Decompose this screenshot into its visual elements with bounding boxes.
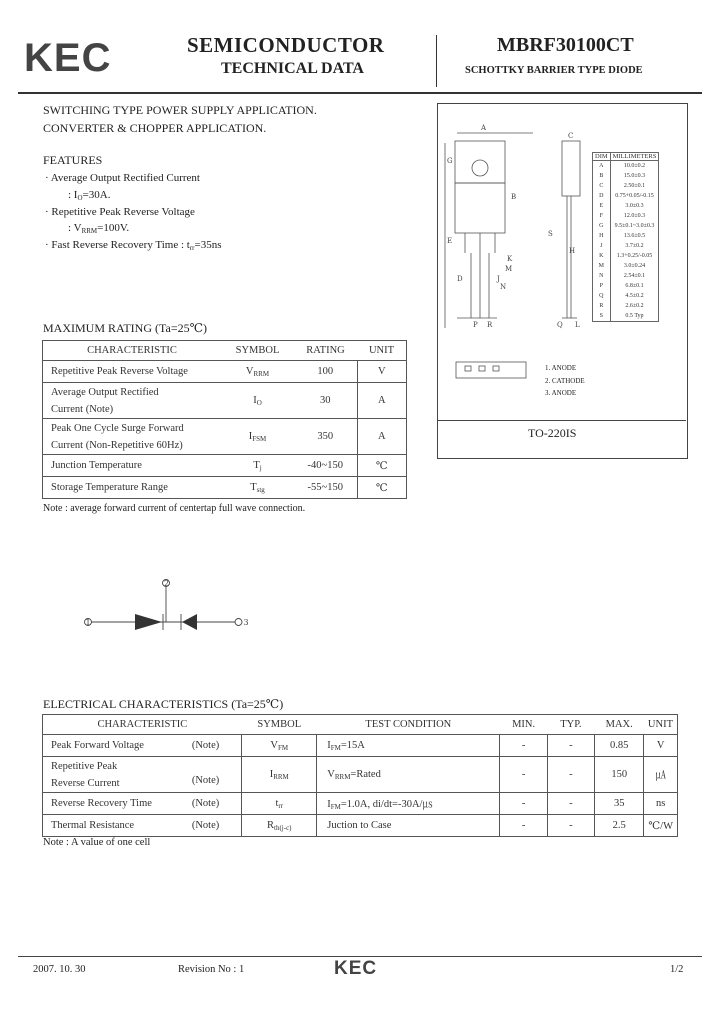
package-drawing [437,103,597,333]
dim-row [593,171,659,181]
characteristic-cell [43,735,242,757]
symbol-cell [221,455,294,477]
symbol-cell [221,419,294,455]
condition-symbol: I [327,799,331,810]
dim-value: 12.0±0.3 [610,211,659,221]
package-name-divider [437,420,686,421]
rating-value: 30 [294,383,357,419]
dim-value: 0.75+0.05/-0.15 [610,191,659,201]
max-rating-title: MAXIMUM RATING (Ta=25℃) [43,321,208,335]
max-rating-note: Note : average forward current of centertap full wave connection. [43,503,306,514]
dim-symbol: D [593,191,611,201]
elec-row [43,793,678,815]
package-label: Q [557,321,563,329]
footer-revision: Revision No : 1 [178,964,245,975]
dim-row [593,181,659,191]
package-label: J [497,275,500,283]
condition-symbol: V [327,768,335,780]
dim-value: 3.0±0.3 [610,201,659,211]
footer-rule [18,956,702,957]
dim-symbol: B [593,171,611,181]
dim-row [593,291,659,301]
pin-3-label: 3 [243,618,249,627]
package-label: G [447,157,453,165]
dim-row [593,201,659,211]
symbol: t [275,797,279,809]
rating-value: 100 [294,361,357,383]
symbol-sub: th(j-c) [274,823,292,832]
symbol-cell [221,383,294,419]
symbol: R [267,819,275,831]
dim-value: 4.5±0.2 [610,291,659,301]
package-name: TO-220IS [528,426,577,440]
dim-symbol: C [593,181,611,191]
note-marker: (Note) [191,798,220,809]
condition-rest: =1.0A, di/dt=-30A/㎲ [340,799,433,810]
characteristic-cell [43,757,242,793]
characteristic-text: Current (Non-Repetitive 60Hz) [51,439,183,451]
package-bottom-view [455,358,535,382]
rating-row [43,477,407,499]
rating-row [43,361,407,383]
typ-value: - [547,815,594,837]
unit: A [357,419,407,455]
dim-value: 2.54±0.1 [610,271,659,281]
application-line-2: CONVERTER & CHOPPER APPLICATION. [43,121,267,135]
characteristic-cell [43,455,222,477]
dim-header-cell: DIM [593,153,611,161]
col-header: CHARACTERISTIC [43,715,242,735]
dim-header-cell: MILLIMETERS [610,153,659,161]
unit: ℃ [357,477,407,499]
footer-logo: KEC [334,958,378,979]
package-label: K [507,255,513,263]
characteristic-text: Junction Temperature [51,460,142,471]
elec-title: ELECTRICAL CHARACTERISTICS (Ta=25℃) [43,697,284,711]
col-header: TYP. [547,715,594,735]
part-number: MBRF30100CT [497,34,634,56]
max-value: 150 [594,757,643,793]
symbol-cell [221,477,294,499]
feature-value: : $V_{RRM}=100V$. [68,222,130,235]
header-rule [18,92,702,94]
unit-value: ns [644,793,678,815]
condition-sub: FM [330,743,341,752]
dimension-table [592,152,659,322]
package-label: C [568,132,574,140]
condition-sub: FM [330,803,341,811]
rating-row [43,383,407,419]
characteristic-text: Thermal Resistance [51,820,135,831]
dim-symbol: R [593,301,611,311]
pin-label: 1. ANODE [545,364,577,372]
application-line-1: SWITCHING TYPE POWER SUPPLY APPLICATION. [43,103,317,117]
dim-value: 2.50±0.1 [610,181,659,191]
characteristic-text: Reverse Current [51,777,120,789]
dim-row [593,231,659,241]
condition-sub: RRM [334,772,351,781]
dim-symbol: M [593,261,611,271]
pin-2-label: 2 [164,579,170,588]
min-value: - [500,815,547,837]
dim-row [593,301,659,311]
col-header: UNIT [357,341,407,361]
rating-row [43,455,407,477]
package-label: H [569,247,576,255]
characteristic-cell [43,793,242,815]
dim-value: 3.7±0.2 [610,241,659,251]
footer-page: 1/2 [670,964,684,975]
dim-row [593,191,659,201]
dim-row [593,241,659,251]
feature-item: · Average Output Rectified Current [45,172,200,184]
symbol-sub: RRM [273,772,289,781]
dim-symbol: G [593,221,611,231]
characteristic-text: Repetitive Peak [51,760,118,772]
symbol: I [248,430,253,442]
symbol: V [245,365,254,377]
unit-value: ℃/W [644,815,678,837]
package-label: P [473,321,478,329]
dim-row [593,161,659,172]
characteristic-text: Peak Forward Voltage [51,740,144,751]
elec-row [43,735,678,757]
characteristic-cell [43,361,222,383]
dim-symbol: K [593,251,611,261]
unit: A [357,383,407,419]
dim-row [593,261,659,271]
max-rating-table [42,340,407,499]
dim-value: 3.0±0.24 [610,261,659,271]
features-title: FEATURES [43,153,103,167]
symbol: T [253,459,260,471]
dim-value: 6.8±0.1 [610,281,659,291]
dim-value: 13.6±0.5 [610,231,659,241]
col-header: RATING [294,341,357,361]
header-subtitle: TECHNICAL DATA [221,60,364,77]
dim-value: 2.6±0.2 [610,301,659,311]
symbol-sub: FSM [252,434,267,443]
package-label: N [500,283,507,291]
symbol-sub: stg [256,485,265,494]
characteristic-text: Peak One Cycle Surge Forward [51,422,184,434]
dim-row [593,281,659,291]
min-value: - [500,757,547,793]
dim-row [593,211,659,221]
symbol: I [253,394,257,406]
package-label: B [511,193,517,201]
characteristic-cell [43,815,242,837]
dim-row [593,271,659,281]
feature-item: · Fast Reverse Recovery Time : $t_{rr}=35ns$ [45,239,222,252]
col-header: SYMBOL [221,341,294,361]
test-condition [317,735,500,757]
dim-symbol: J [593,241,611,251]
electrical-table [42,714,678,837]
package-label: A [481,124,487,132]
dim-value: 10.0±0.2 [610,161,659,172]
dim-symbol: E [593,201,611,211]
test-condition [317,757,500,793]
characteristic-text: Average Output Rectified [51,386,159,398]
footer-date: 2007. 10. 30 [33,964,86,975]
characteristic-text: Storage Temperature Range [51,482,168,493]
symbol-cell [242,757,317,793]
package-label: L [575,321,580,329]
header-title: SEMICONDUCTOR [187,33,385,57]
col-header: MAX. [594,715,643,735]
dim-row [593,311,659,322]
characteristic-text: Reverse Recovery Time [51,798,152,809]
col-header: CHARACTERISTIC [43,341,222,361]
rating-value: 350 [294,419,357,455]
symbol-cell [221,361,294,383]
symbol-sub: RRM [253,369,270,378]
rating-value: -55~150 [294,477,357,499]
symbol-sub: rr [278,801,284,810]
dim-symbol: S [593,311,611,322]
symbol-cell [242,815,317,837]
dim-symbol: F [593,211,611,221]
max-value: 0.85 [594,735,643,757]
typ-value: - [547,757,594,793]
package-label: E [447,237,453,245]
dim-row [593,251,659,261]
pin-label: 2. CATHODE [545,377,585,385]
dim-value: 1.3+0.25/-0.05 [610,251,659,261]
feature-item: · Repetitive Peak Reverse Voltage [45,206,195,218]
elec-note: Note : A value of one cell [43,837,151,848]
rating-row [43,419,407,455]
dim-symbol: H [593,231,611,241]
symbol-sub: O [256,398,262,407]
condition-rest: =Rated [350,768,381,780]
characteristic-cell [43,477,222,499]
condition-rest: =15A [340,739,365,751]
dim-symbol: P [593,281,611,291]
dim-value: 0.5 Typ [610,311,659,322]
dim-symbol: N [593,271,611,281]
symbol-cell [242,735,317,757]
symbol-sub: j [259,463,262,472]
unit-value: V [644,735,678,757]
note-marker: (Note) [191,775,220,786]
characteristic-cell [43,383,222,419]
col-header: SYMBOL [242,715,317,735]
package-label: M [505,265,513,273]
col-header: TEST CONDITION [317,715,500,735]
part-description: SCHOTTKY BARRIER TYPE DIODE [465,65,643,76]
max-value: 35 [594,793,643,815]
dim-row [593,221,659,231]
dim-value: 9.5±0.1~3.0±0.3 [610,221,659,231]
col-header: MIN. [500,715,547,735]
condition-symbol: Juction to Case [327,819,392,831]
characteristic-text: Repetitive Peak Reverse Voltage [51,366,188,377]
symbol: T [250,481,257,493]
symbol: I [269,768,274,780]
kec-logo: KEC [24,36,112,80]
pin-label: 3. ANODE [545,389,577,397]
min-value: - [500,735,547,757]
typ-value: - [547,735,594,757]
dim-symbol: Q [593,291,611,301]
min-value: - [500,793,547,815]
package-label: S [548,230,553,238]
characteristic-text: Current (Note) [51,403,114,415]
symbol-cell [242,793,317,815]
typ-value: - [547,793,594,815]
header-divider [436,35,437,87]
pin-1-label: 1 [85,618,91,627]
characteristic-cell [43,419,222,455]
dim-symbol: A [593,161,611,172]
dim-value: 15.0±0.3 [610,171,659,181]
note-marker: (Note) [191,820,220,831]
max-value: 2.5 [594,815,643,837]
unit-value: ㎂ [644,757,678,793]
symbol: V [270,739,278,751]
rating-value: -40~150 [294,455,357,477]
condition-symbol: I [327,739,331,751]
col-header: UNIT [644,715,678,735]
circuit-diagram [80,575,255,640]
elec-row [43,757,678,793]
test-condition [317,793,500,815]
elec-row [43,815,678,837]
package-label: R [487,321,493,329]
symbol-sub: FM [277,743,289,752]
test-condition [317,815,500,837]
unit: V [357,361,407,383]
package-label: D [457,275,463,283]
feature-value: : $I_O=30A$. [68,189,111,202]
note-marker: (Note) [191,740,220,751]
unit: ℃ [357,455,407,477]
